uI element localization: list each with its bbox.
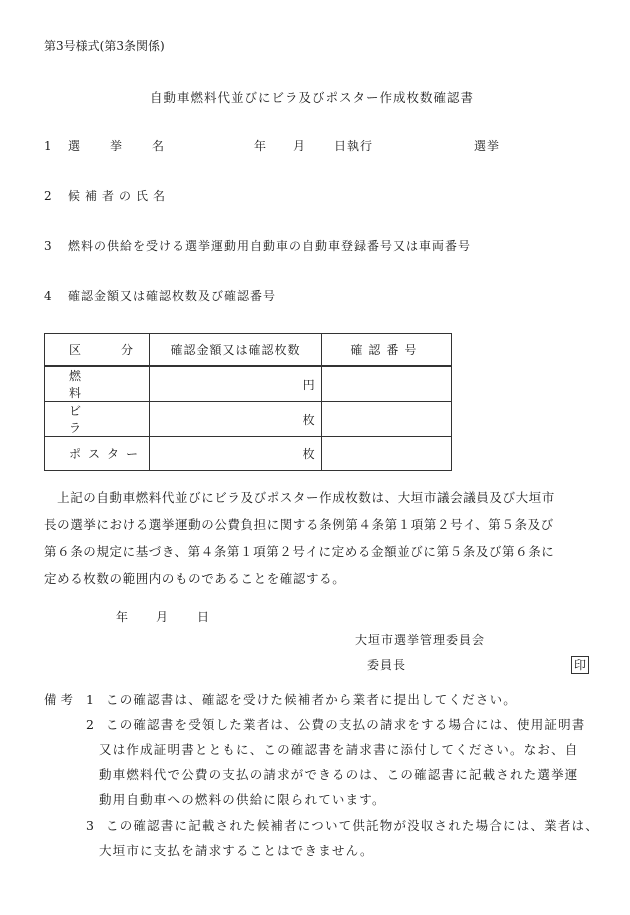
unit-sheets: 枚 xyxy=(302,412,315,427)
date-year-label: 年 xyxy=(116,610,129,624)
item2-label: 候補者の氏名 xyxy=(68,189,171,203)
row-category-cell xyxy=(45,366,150,402)
note-3-line: この確認書に記載された候補者について供託物が没収された場合には、業者は、 xyxy=(106,818,599,833)
chair-title: 委員長 xyxy=(367,658,407,672)
amount-cell[interactable] xyxy=(150,366,321,402)
item4-label: 確認金額又は確認枚数及び確認番号 xyxy=(68,289,277,303)
row-category-fuel: 燃料 xyxy=(69,369,112,400)
note-3-number: 3 xyxy=(86,818,96,833)
paragraph-line: 上記の自動車燃料代並びにビラ及びポスター作成枚数は、大垣市議会議員及び大垣市 xyxy=(44,490,555,505)
note-2-line: 動用自動車への燃料の供給に限られています。 xyxy=(99,792,386,807)
item2-number: 2 xyxy=(44,189,52,203)
amount-cell[interactable] xyxy=(150,402,321,437)
note-2-number: 2 xyxy=(86,717,96,732)
note-2-line: この確認書を受領した業者は、公費の支払の請求をする場合には、使用証明書 xyxy=(106,717,586,732)
note-1-text: この確認書は、確認を受けた候補者から業者に提出してください。 xyxy=(106,692,518,707)
committee-name: 大垣市選挙管理委員会 xyxy=(355,633,486,647)
date-month-label: 月 xyxy=(156,610,169,624)
number-cell[interactable] xyxy=(321,366,451,402)
date-day-label: 日 xyxy=(197,610,210,624)
table-row xyxy=(45,366,452,402)
notes-label: 備考 xyxy=(44,692,78,707)
number-cell[interactable] xyxy=(321,437,451,471)
item1-election-label: 選挙 xyxy=(474,139,501,153)
unit-sheets: 枚 xyxy=(302,447,315,461)
row-category-cell xyxy=(45,437,150,471)
paragraph-line: 定める枚数の範囲内のものであることを確認する。 xyxy=(44,571,346,586)
note-2-line: 動車燃料代で公費の支払の請求ができるのは、この確認書に記載された選挙運 xyxy=(99,767,579,782)
number-cell[interactable] xyxy=(321,402,451,437)
unit-yen: 円 xyxy=(302,377,315,392)
amount-cell[interactable] xyxy=(150,437,321,471)
header-amount-text: 確認金額又は確認枚数 xyxy=(170,343,301,357)
row-category-cell xyxy=(45,402,150,437)
page-title: 自動車燃料代並びにビラ及びポスター作成枚数確認書 xyxy=(150,90,475,105)
item1-year-label: 年 xyxy=(254,139,267,153)
note-2-line: 又は作成証明書とともに、この確認書を請求書に添付してください。なお、自 xyxy=(99,742,579,757)
confirmation-paragraph xyxy=(44,484,594,592)
table-row xyxy=(45,437,452,471)
confirmation-table xyxy=(44,333,452,471)
header-number-text: 確認番号 xyxy=(350,343,423,357)
header-number xyxy=(321,334,451,367)
header-category-text: 区 分 xyxy=(69,343,148,357)
form-label: 第3号様式(第3条関係) xyxy=(44,39,165,53)
paragraph-line: 第６条の規定に基づき、第４条第１項第２号イに定める金額並びに第５条及び第６条に xyxy=(44,544,555,559)
note-3-line: 大垣市に支払を請求することはできません。 xyxy=(99,843,374,858)
item1-month-label: 月 xyxy=(293,139,306,153)
paragraph-line: 長の選挙における選挙運動の公費負担に関する条例第４条第１項第２号イ、第５条及び xyxy=(44,517,554,532)
item3-label: 燃料の供給を受ける選挙運動用自動車の自動車登録番号又は車両番号 xyxy=(68,239,472,253)
item4-number: 4 xyxy=(44,289,52,303)
item1-label: 選 挙 名 xyxy=(68,139,174,153)
item1-number: 1 xyxy=(44,139,52,153)
note-1-number: 1 xyxy=(86,692,96,707)
item3-number: 3 xyxy=(44,239,52,253)
row-category-bira: ビラ xyxy=(69,404,112,435)
item1-day-exec-label: 日執行 xyxy=(334,139,374,153)
table-header-row xyxy=(45,334,452,367)
seal-mark: 印 xyxy=(571,656,589,674)
row-category-poster: ポスター xyxy=(69,447,146,461)
header-amount xyxy=(150,334,321,367)
header-category xyxy=(45,334,150,367)
table-row xyxy=(45,402,452,437)
